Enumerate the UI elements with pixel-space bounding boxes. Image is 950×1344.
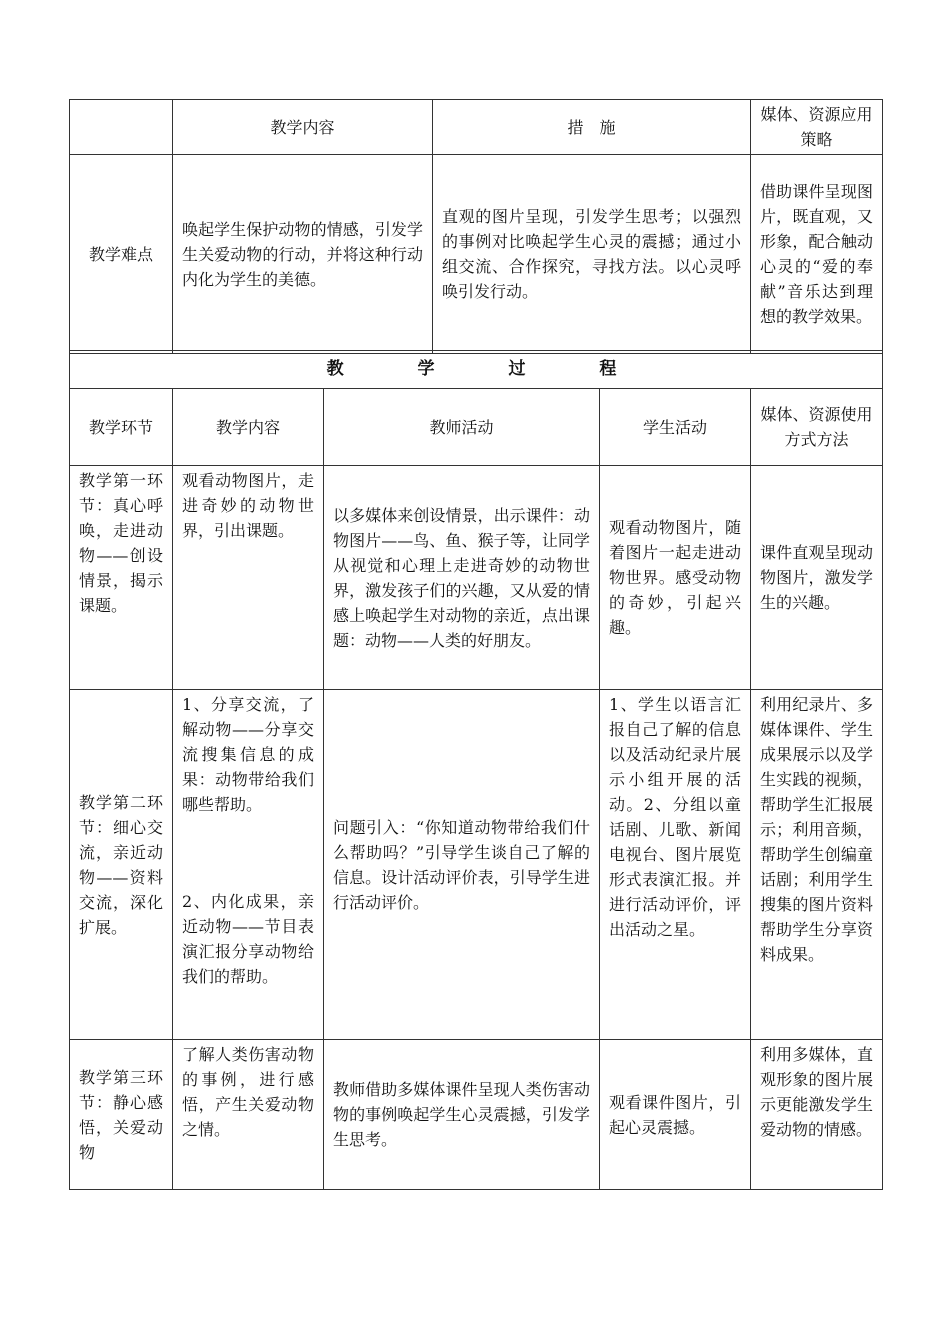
media-method-3: 利用多媒体，直观形象的图片展示更能激发学生爱动物的情感。 xyxy=(751,1040,883,1190)
media-method-2: 利用纪录片、多媒体课件、学生成果展示以及学生实践的视频，帮助学生汇报展示；利用音频，帮助学生创编童话剧；利用学生搜集的图片资料帮助学生分享资料成果。 xyxy=(751,690,883,1040)
header-teacher-activity: 教师活动 xyxy=(324,389,600,466)
student-activity-1: 观看动物图片，随着图片一起走进动物世界。感受动物的奇妙，引起兴趣。 xyxy=(600,466,751,690)
content-2-part-2: 2、内化成果，亲近动物——节目表演汇报分享动物给我们的帮助。 xyxy=(182,892,314,986)
student-activity-2: 1、学生以语言汇报自己了解的信息以及活动纪录片展示小组开展的活动。2、分组以童话剧、儿歌、新闻电视台、图片展览形式表演汇报。并进行活动评价，评出活动之星。 xyxy=(600,690,751,1040)
header-media-strategy: 媒体、资源应用策略 xyxy=(751,100,883,155)
content-2 xyxy=(173,690,324,1040)
stage-3: 教学第三环节：静心感悟，关爱动物 xyxy=(70,1040,173,1190)
header-content: 教学内容 xyxy=(173,389,324,466)
header-teaching-content: 教学内容 xyxy=(173,100,433,155)
difficulty-table xyxy=(69,99,883,354)
content-1: 观看动物图片，走进奇妙的动物世界，引出课题。 xyxy=(173,466,324,690)
difficulty-measures: 直观的图片呈现，引发学生思考；以强烈的事例对比唤起学生心灵的震撼；通过小组交流、合作探究，寻找方法。以心灵呼唤引发行动。 xyxy=(433,155,751,354)
process-title: 教 学 过 程 xyxy=(70,351,883,389)
teacher-activity-1: 以多媒体来创设情景，出示课件：动物图片——鸟、鱼、猴子等，让同学从视觉和心理上走进奇妙的动物世界，激发孩子们的兴趣，又从爱的情感上唤起学生对动物的亲近，点出课题：动物——人类的好朋友。 xyxy=(324,466,600,690)
difficulty-media: 借助课件呈现图片，既直观，又形象，配合触动心灵的“爱的奉献”音乐达到理想的教学效果。 xyxy=(751,155,883,354)
blank-corner-cell xyxy=(70,100,173,155)
student-activity-3: 观看课件图片，引起心灵震撼。 xyxy=(600,1040,751,1190)
content-3: 了解人类伤害动物的事例，进行感悟，产生关爱动物之情。 xyxy=(173,1040,324,1190)
header-stage: 教学环节 xyxy=(70,389,173,466)
stage-2: 教学第二环节：细心交流，亲近动物——资料交流，深化扩展。 xyxy=(70,690,173,1040)
process-table xyxy=(69,350,883,1190)
teacher-activity-2: 问题引入：“你知道动物带给我们什么帮助吗？”引导学生谈自己了解的信息。设计活动评价表，引导学生进行活动评价。 xyxy=(324,690,600,1040)
stage-1: 教学第一环节：真心呼唤，走进动物——创设情景，揭示课题。 xyxy=(70,466,173,690)
header-media-method: 媒体、资源使用方式方法 xyxy=(751,389,883,466)
content-2-part-1: 1、分享交流，了解动物——分享交流搜集信息的成果：动物带给我们哪些帮助。 xyxy=(182,695,314,814)
header-measures: 措 施 xyxy=(433,100,751,155)
media-method-1: 课件直观呈现动物图片，激发学生的兴趣。 xyxy=(751,466,883,690)
difficulty-label: 教学难点 xyxy=(70,155,173,354)
header-student-activity: 学生活动 xyxy=(600,389,751,466)
teacher-activity-3: 教师借助多媒体课件呈现人类伤害动物的事例唤起学生心灵震撼，引发学生思考。 xyxy=(324,1040,600,1190)
content-2-gap xyxy=(182,817,314,889)
difficulty-content: 唤起学生保护动物的情感，引发学生关爱动物的行动，并将这种行动内化为学生的美德。 xyxy=(173,155,433,354)
